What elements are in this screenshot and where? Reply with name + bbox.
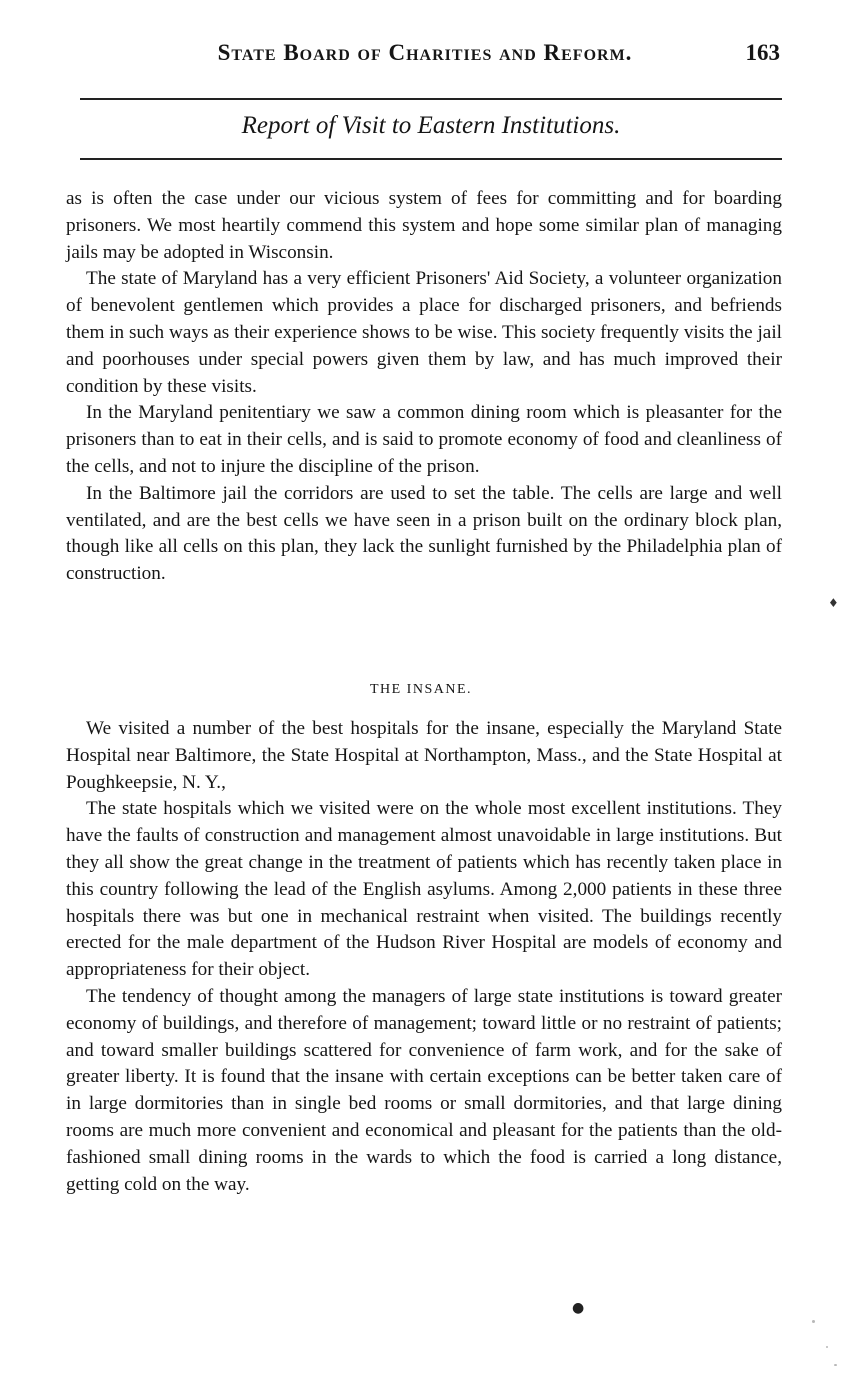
- paragraph: The state of Maryland has a very efficient Prisoners' Aid Society, a volunteer organization of benevolent gentlemen which provides a place for discharged prisoners, and befriends them in such ways as their experience shows to be wise. This society frequently visits the jail and poorhouses under special powers given them by law, and has much improved their condition by these visits.: [66, 268, 782, 397]
- header-rule-top: [80, 98, 782, 100]
- paragraph: The tendency of thought among the managers of large state institutions is toward greater economy of buildings, and therefore of management; toward little or no restraint of patients; and toward smaller buildings scattered for convenience of farm work, and for the sake of greater liberty. It is found that the insane with certain exceptions can be better taken care of in large dormitories than in single bed rooms or small dormitories, and that large dining rooms are much more convenient and economical and pleasant for the patients than the old-fashioned small dining rooms in the wards to which the food is carried a long distance, getting cold on the way.: [66, 985, 782, 1195]
- header-rule-bottom: [80, 158, 782, 160]
- paper-speck: [826, 1346, 828, 1348]
- paragraph: In the Baltimore jail the corridors are used to set the table. The cells are large and well ventilated, and are the best cells we have seen in a prison built on the ordinary block plan, though like all cells on this plan, they lack the sunlight furnished by the Philadelphia plan of construction.: [66, 482, 782, 585]
- margin-mark: ♦: [828, 596, 839, 610]
- paper-speck: [834, 1364, 837, 1366]
- section-heading-insane: THE INSANE.: [369, 682, 473, 697]
- paragraph-continued: as is often the case under our vicious system of fees for committing and for boarding prisoners. We most heartily commend this system and hope some similar plan of managing jails may be adopted in Wisconsin.: [66, 188, 782, 263]
- section-insane: [66, 716, 782, 1198]
- running-head: State Board of Charities and Reform.: [217, 40, 633, 65]
- paper-speck: [812, 1320, 815, 1323]
- ink-spot: ●: [572, 1300, 585, 1316]
- paragraph: The state hospitals which we visited were on the whole most excellent institutions. They have the faults of construction and management almost unavoidable in large institutions. But they all show the great change in the treatment of patients which has recently taken place in this country following the lead of the English asylums. Among 2,000 patients in these three hospitals there was but one in mechanical restraint when visited. The buildings recently erected for the male department of the Hudson River Hospital are models of economy and appropriateness for their object.: [66, 798, 782, 981]
- paragraph: We visited a number of the best hospitals for the insane, especially the Maryland State Hospital near Baltimore, the State Hospital at Northampton, Mass., and the State Hospital at Poughkeepsie, N. Y.,: [66, 718, 782, 793]
- section-prisons: [66, 186, 782, 588]
- paragraph: In the Maryland penitentiary we saw a common dining room which is pleasanter for the prisoners than to eat in their cells, and is said to promote economy of food and cleanliness of the cells, and not to injure the discipline of the prison.: [66, 402, 782, 477]
- report-subtitle: Report of Visit to Eastern Institutions.: [241, 112, 621, 139]
- page-number: 163: [745, 40, 780, 65]
